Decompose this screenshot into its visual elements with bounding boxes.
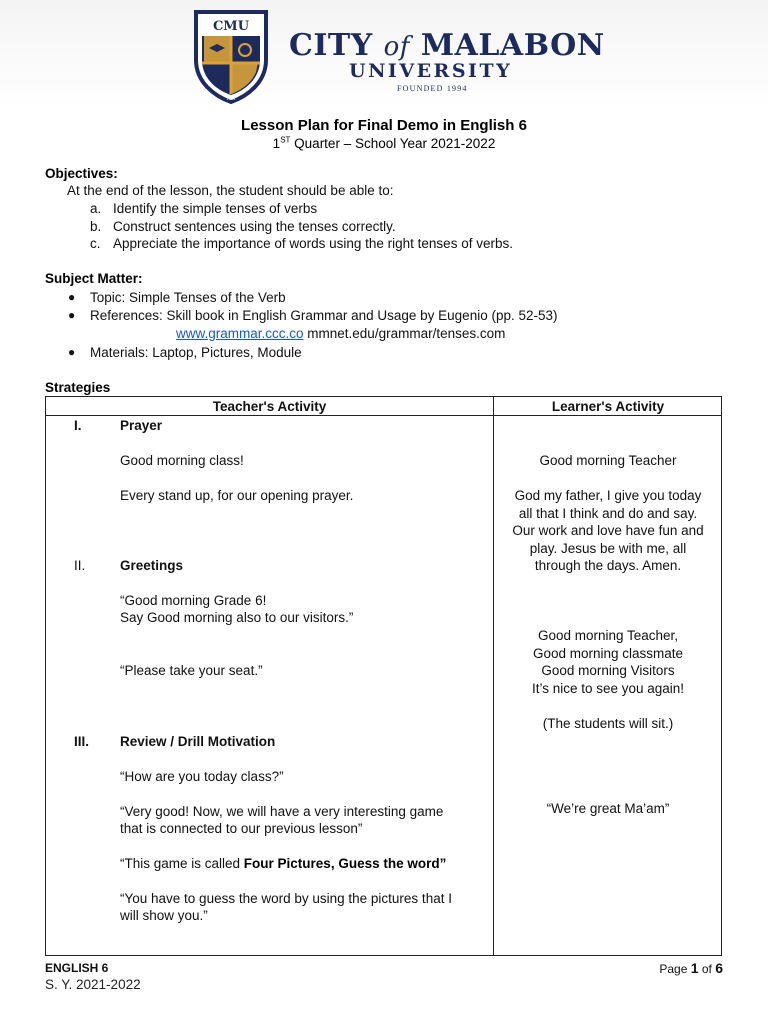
objective-marker: a. (90, 201, 102, 216)
footer-subject: ENGLISH 6 (45, 961, 109, 975)
learner-line: It’s nice to see you again! (531, 680, 685, 696)
teacher-line: “How are you today class?” (120, 769, 284, 784)
teacher-activity-header: Teacher's Activity (212, 399, 327, 414)
teacher-line: Every stand up, for our opening prayer. (120, 488, 354, 503)
teacher-line: “Please take your seat.” (120, 663, 263, 678)
learner-line: Our work and love have fun and (512, 523, 704, 538)
header-divider (46, 415, 721, 416)
founded-label: FOUNDED 1994 (397, 84, 468, 93)
materials-text: Materials: Laptop, Pictures, Module (90, 345, 302, 360)
teacher-line: “You have to guess the word by using the pictures that I (120, 891, 452, 906)
objectives-intro: At the end of the lesson, the student should be able to: (67, 183, 394, 198)
document-title: Lesson Plan for Final Demo in English 6 (241, 117, 527, 134)
document-subtitle: 1ST Quarter – School Year 2021-2022 (272, 135, 496, 151)
learner-line: through the days. Amen. (534, 558, 682, 573)
university-shield-icon (192, 8, 270, 104)
bullet-icon: ● (68, 290, 76, 304)
teacher-line: Good morning class! (120, 453, 244, 468)
section-title: Review / Drill Motivation (120, 734, 276, 749)
teacher-line: “Very good! Now, we will have a very interesting game (120, 804, 444, 819)
learner-line: (The students will sit.) (542, 716, 674, 731)
learner-activity-header: Learner's Activity (551, 399, 665, 414)
objective-marker: b. (90, 219, 102, 234)
bullet-icon: ● (68, 345, 76, 359)
learner-line: Good morning Teacher, (537, 628, 679, 643)
logo-year: 1994 (226, 96, 236, 101)
teacher-line: “This game is called Four Pictures, Guess the word” (120, 856, 447, 871)
teacher-line: Say Good morning also to our visitors.” (120, 610, 354, 625)
teacher-line: “Good morning Grade 6! (120, 593, 267, 608)
objectives-heading: Objectives: (45, 166, 118, 181)
page-number: Page 1 of 6 (659, 960, 723, 976)
university-name: CITY of MALABON (289, 28, 605, 63)
objective-marker: c. (90, 236, 101, 251)
university-label: UNIVERSITY (349, 60, 513, 82)
learner-line: Good morning Visitors (541, 663, 675, 678)
strategies-heading: Strategies (45, 380, 111, 395)
reference-links (176, 326, 505, 341)
learner-line: God my father, I give you today (514, 488, 702, 503)
objective-item: Appreciate the importance of words using the right tenses of verbs. (113, 236, 513, 251)
teacher-line: will show you.” (120, 908, 208, 923)
section-title: Greetings (120, 558, 184, 573)
learner-line: Good morning Teacher (539, 453, 677, 468)
learner-line: Good morning classmate (532, 645, 684, 661)
section-number: I. (74, 418, 82, 433)
section-title: Prayer (120, 418, 163, 433)
tenses-url: mmnet.edu/grammar/tenses.com (303, 326, 506, 341)
bullet-icon: ● (68, 308, 76, 322)
topic-text: Topic: Simple Tenses of the Verb (90, 290, 286, 305)
logo-text: CMU (212, 19, 250, 34)
learner-line: “We’re great Ma’am” (546, 801, 670, 816)
objective-item: Construct sentences using the tenses correctly. (113, 219, 396, 234)
subject-matter-heading: Subject Matter: (45, 271, 143, 286)
learner-line: play. Jesus be with me, all (529, 540, 687, 556)
teacher-line: that is connected to our previous lesson” (120, 821, 363, 836)
references-text: References: Skill book in English Grammar and Usage by Eugenio (pp. 52-53) (90, 308, 558, 323)
section-number: II. (74, 558, 86, 573)
footer-school-year: S. Y. 2021-2022 (45, 977, 141, 992)
section-number: III. (74, 734, 90, 749)
strategies-table (45, 396, 722, 956)
objective-item: Identify the simple tenses of verbs (113, 201, 318, 216)
learner-line: all that I think and do and say. (518, 505, 698, 521)
grammar-link[interactable]: www.grammar.ccc.co (176, 326, 304, 341)
